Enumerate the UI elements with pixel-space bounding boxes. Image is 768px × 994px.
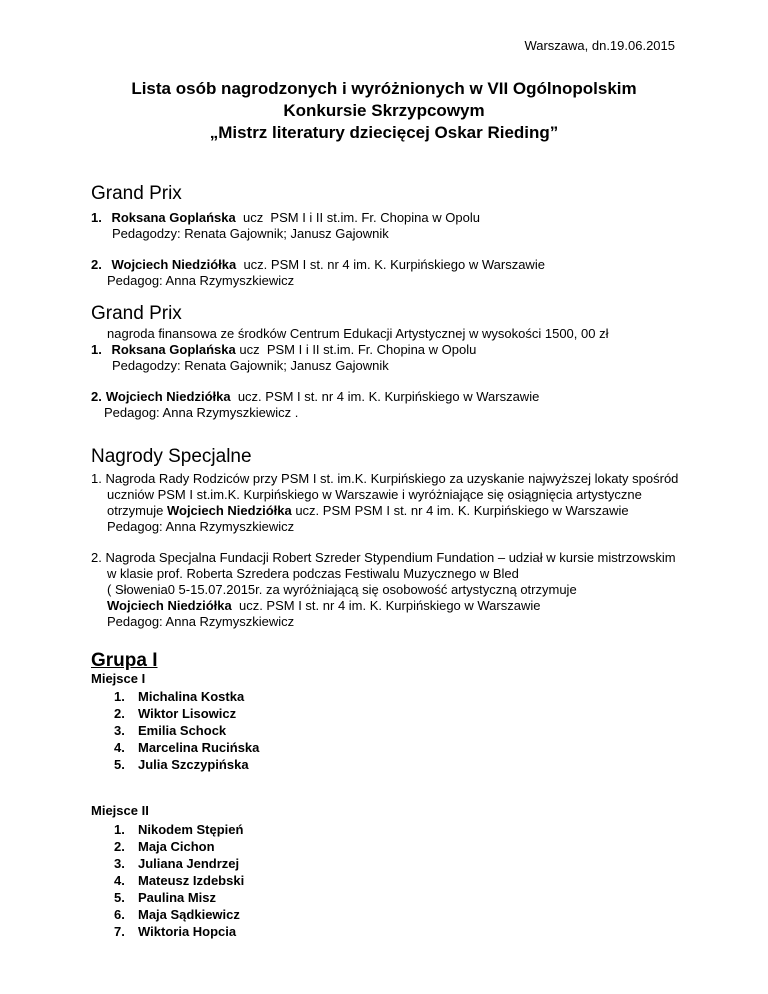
list-item: 3. Juliana Jendrzej xyxy=(114,856,240,871)
special-awards-heading: Nagrody Specjalne xyxy=(91,446,252,467)
list-item: 2. Maja Cichon xyxy=(114,839,215,854)
special-award-2-line-4: Wojciech Niedziółka ucz. PSM I st. nr 4 im. K. Kurpińskiego w Warszawie xyxy=(107,598,541,613)
place-1-label: Miejsce I xyxy=(91,671,146,686)
special-award-2-line-3: ( Słowenia0 5-15.07.2015r. za wyróżniającą się osobowość artystyczną otrzymuje xyxy=(107,582,577,597)
special-award-2-line-5: Pedagog: Anna Rzymyszkiewicz xyxy=(107,614,295,629)
title-line-2: Konkursie Skrzypcowym xyxy=(283,101,485,120)
grand-prix-entry-2-teachers: Pedagog: Anna Rzymyszkiewicz xyxy=(107,273,295,288)
special-award-2-line-2: w klasie prof. Roberta Szredera podczas Festiwalu Muzycznego w Bled xyxy=(107,566,519,581)
special-award-1-line-2: uczniów PSM I st.im.K. Kurpińskiego w Warszawie i wyróżniające się osiągnięcia artystyczne xyxy=(107,487,642,502)
group-1-heading: Grupa I xyxy=(91,650,158,671)
list-item: 4. Mateusz Izdebski xyxy=(114,873,245,888)
grand-prix-entry-1: 1. Roksana Goplańska ucz PSM I i II st.im. Fr. Chopina w Opolu xyxy=(91,210,480,225)
grand-prix-2-entry-2: 2. Wojciech Niedziółka ucz. PSM I st. nr 4 im. K. Kurpińskiego w Warszawie xyxy=(91,389,540,404)
list-item: 4. Marcelina Rucińska xyxy=(114,740,260,755)
grand-prix-2-entry-1: 1. Roksana Goplańska ucz PSM I i II st.im. Fr. Chopina w Opolu xyxy=(91,342,477,357)
list-item: 7. Wiktoria Hopcia xyxy=(114,924,237,939)
special-award-1-line-3: otrzymuje Wojciech Niedziółka ucz. PSM PSM I st. nr 4 im. K. Kurpińskiego w Warszawie xyxy=(107,503,629,518)
list-item: 6. Maja Sądkiewicz xyxy=(114,907,240,922)
list-item: 1. Nikodem Stępień xyxy=(114,822,244,837)
list-item: 5. Julia Szczypińska xyxy=(114,757,249,772)
grand-prix-heading: Grand Prix xyxy=(91,183,182,204)
list-item: 3. Emilia Schock xyxy=(114,723,227,738)
list-item: 5. Paulina Misz xyxy=(114,890,217,905)
place-2-list xyxy=(114,821,244,940)
document-date: Warszawa, dn.19.06.2015 xyxy=(524,38,675,53)
place-1-list xyxy=(114,688,259,773)
grand-prix-entry-2: 2. Wojciech Niedziółka ucz. PSM I st. nr 4 im. K. Kurpińskiego w Warszawie xyxy=(91,257,545,272)
grand-prix-entry-1-teachers: Pedagodzy: Renata Gajownik; Janusz Gajownik xyxy=(112,226,389,241)
document-title xyxy=(0,78,768,144)
title-line-1: Lista osób nagrodzonych i wyróżnionych w VII Ogólnopolskim xyxy=(131,79,637,98)
list-item: 2. Wiktor Lisowicz xyxy=(114,706,237,721)
place-2-label: Miejsce II xyxy=(91,803,149,818)
title-line-3: „Mistrz literatury dziecięcej Oskar Rieding” xyxy=(209,123,559,142)
list-item: 1. Michalina Kostka xyxy=(114,689,245,704)
special-award-1-line-1: 1. Nagroda Rady Rodziców przy PSM I st. im.K. Kurpińskiego za uzyskanie najwyższej lokaty spośród xyxy=(91,471,679,486)
grand-prix-2-entry-1-teachers: Pedagodzy: Renata Gajownik; Janusz Gajownik xyxy=(112,358,389,373)
special-award-2-line-1: 2. Nagroda Specjalna Fundacji Robert Szreder Stypendium Fundation – udział w kursie mistrzowskim xyxy=(91,550,676,565)
grand-prix-2-heading: Grand Prix xyxy=(91,303,182,324)
grand-prix-2-entry-2-teachers: Pedagog: Anna Rzymyszkiewicz . xyxy=(104,405,299,420)
special-award-1-line-4: Pedagog: Anna Rzymyszkiewicz xyxy=(107,519,295,534)
grand-prix-2-note: nagroda finansowa ze środków Centrum Edukacji Artystycznej w wysokości 1500, 00 zł xyxy=(107,326,609,341)
